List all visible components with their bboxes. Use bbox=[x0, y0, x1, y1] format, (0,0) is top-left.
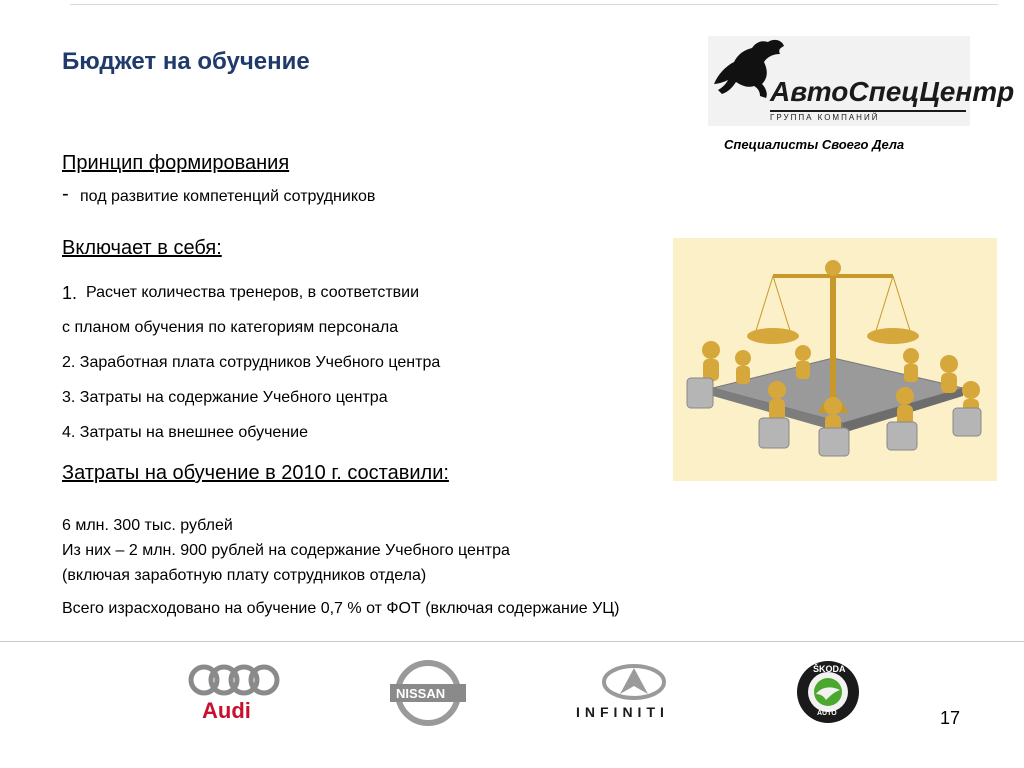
bullet-dash: - bbox=[62, 183, 69, 205]
company-logo bbox=[708, 36, 1015, 126]
item2: 2. Заработная плата сотрудников Учебного центра bbox=[62, 354, 441, 371]
logo-name: АвтоСпецЦентр bbox=[770, 76, 1015, 107]
infiniti-wordmark: INFINITI bbox=[576, 704, 669, 720]
audi-logo bbox=[186, 662, 282, 724]
page-number: 17 bbox=[940, 708, 961, 728]
logo-slogan: Специалисты Своего Дела bbox=[724, 137, 905, 152]
skoda-logo bbox=[796, 660, 860, 724]
infiniti-emblem-icon bbox=[574, 664, 694, 700]
principle-text: под развитие компетенций сотрудников bbox=[80, 188, 376, 205]
skoda-top-text: ŠKODA bbox=[813, 664, 846, 674]
audi-wordmark: Audi bbox=[202, 698, 251, 723]
scales-illustration bbox=[673, 238, 997, 481]
item1-number: 1. bbox=[62, 283, 78, 303]
costs-line1: 6 млн. 300 тыс. рублей bbox=[62, 517, 233, 534]
costs-line3: (включая заработную плату сотрудников отдела) bbox=[62, 567, 427, 584]
top-divider bbox=[70, 0, 998, 5]
item1-line1: Расчет количества тренеров, в соответствии bbox=[86, 284, 420, 301]
costs-line4: Всего израсходовано на обучение 0,7 % от ФОТ (включая содержание УЦ) bbox=[62, 600, 620, 617]
principle-heading: Принцип формирования bbox=[62, 152, 290, 174]
item3: 3. Затраты на содержание Учебного центра bbox=[62, 389, 388, 406]
costs-line2: Из них – 2 млн. 900 рублей на содержание Учебного центра bbox=[62, 542, 510, 559]
skoda-bottom-text: AUTO bbox=[817, 710, 837, 717]
nissan-wordmark: NISSAN bbox=[396, 686, 446, 701]
infiniti-logo bbox=[574, 664, 694, 724]
item4: 4. Затраты на внешнее обучение bbox=[62, 424, 308, 441]
nissan-logo bbox=[388, 660, 468, 726]
item1-line2: с планом обучения по категориям персонала bbox=[62, 319, 399, 336]
page-title: Бюджет на обучение bbox=[62, 48, 310, 75]
includes-heading: Включает в себя: bbox=[62, 237, 222, 259]
audi-rings-icon bbox=[186, 662, 282, 698]
costs-heading: Затраты на обучение в 2010 г. составили: bbox=[62, 462, 449, 484]
logo-group: ГРУППА КОМПАНИЙ bbox=[770, 113, 880, 122]
logo-rule bbox=[770, 110, 966, 112]
footer-divider bbox=[0, 641, 1024, 642]
